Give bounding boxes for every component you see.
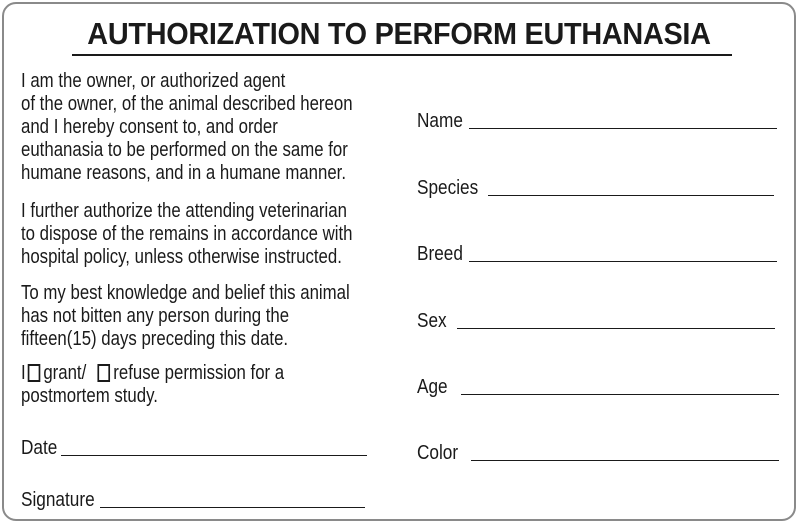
consent-line: euthanasia to be performed on the same for (21, 139, 348, 161)
age-field (417, 376, 779, 398)
sex-label: Sex (417, 310, 447, 332)
postmortem-line-2: postmortem study. (21, 385, 158, 407)
signature-input-line[interactable] (100, 507, 365, 508)
postmortem-line-1 (21, 362, 382, 385)
date-label: Date (21, 437, 58, 459)
species-input-line[interactable] (488, 195, 774, 196)
breed-label: Breed (417, 243, 463, 265)
authorization-form-card (2, 2, 796, 521)
refuse-label: refuse permission for a (113, 362, 285, 384)
consent-line: of the owner, of the animal described hereon (21, 93, 353, 115)
grant-label: grant/ (43, 362, 87, 384)
consent-paragraph (21, 70, 382, 185)
color-input-line[interactable] (471, 460, 779, 461)
name-field (417, 110, 777, 132)
grant-checkbox[interactable] (27, 364, 40, 382)
name-label: Name (417, 110, 463, 132)
form-title: AUTHORIZATION TO PERFORM EUTHANASIA (87, 16, 711, 51)
bite-line: To my best knowledge and belief this animal (21, 282, 350, 304)
name-input-line[interactable] (469, 128, 777, 129)
consent-line: and I hereby consent to, and order (21, 116, 278, 138)
sex-input-line[interactable] (457, 328, 775, 329)
disposal-line: to dispose of the remains in accordance with (21, 223, 353, 245)
signature-label: Signature (21, 489, 95, 511)
postmortem-permission (21, 362, 382, 408)
disposal-line: I further authorize the attending veterinarian (21, 200, 347, 222)
signature-field (21, 489, 365, 511)
age-input-line[interactable] (461, 394, 779, 395)
color-label: Color (417, 442, 459, 464)
bite-line: has not bitten any person during the (21, 305, 290, 327)
sex-field (417, 310, 775, 332)
disposal-paragraph (21, 200, 382, 269)
species-label: Species (417, 177, 479, 199)
consent-line: I am the owner, or authorized agent (21, 70, 286, 92)
disposal-line: hospital policy, unless otherwise instructed. (21, 246, 342, 268)
species-field (417, 177, 774, 199)
postmortem-prefix: I (21, 362, 26, 384)
date-field (21, 437, 367, 459)
breed-input-line[interactable] (469, 261, 777, 262)
bite-paragraph (21, 282, 382, 351)
breed-field (417, 243, 777, 265)
refuse-checkbox[interactable] (97, 364, 110, 382)
bite-line: fifteen(15) days preceding this date. (21, 328, 289, 350)
consent-line: humane reasons, and in a humane manner. (21, 162, 347, 184)
date-input-line[interactable] (61, 455, 367, 456)
age-label: Age (417, 376, 448, 398)
title-underline (72, 54, 732, 56)
color-field (417, 442, 779, 464)
